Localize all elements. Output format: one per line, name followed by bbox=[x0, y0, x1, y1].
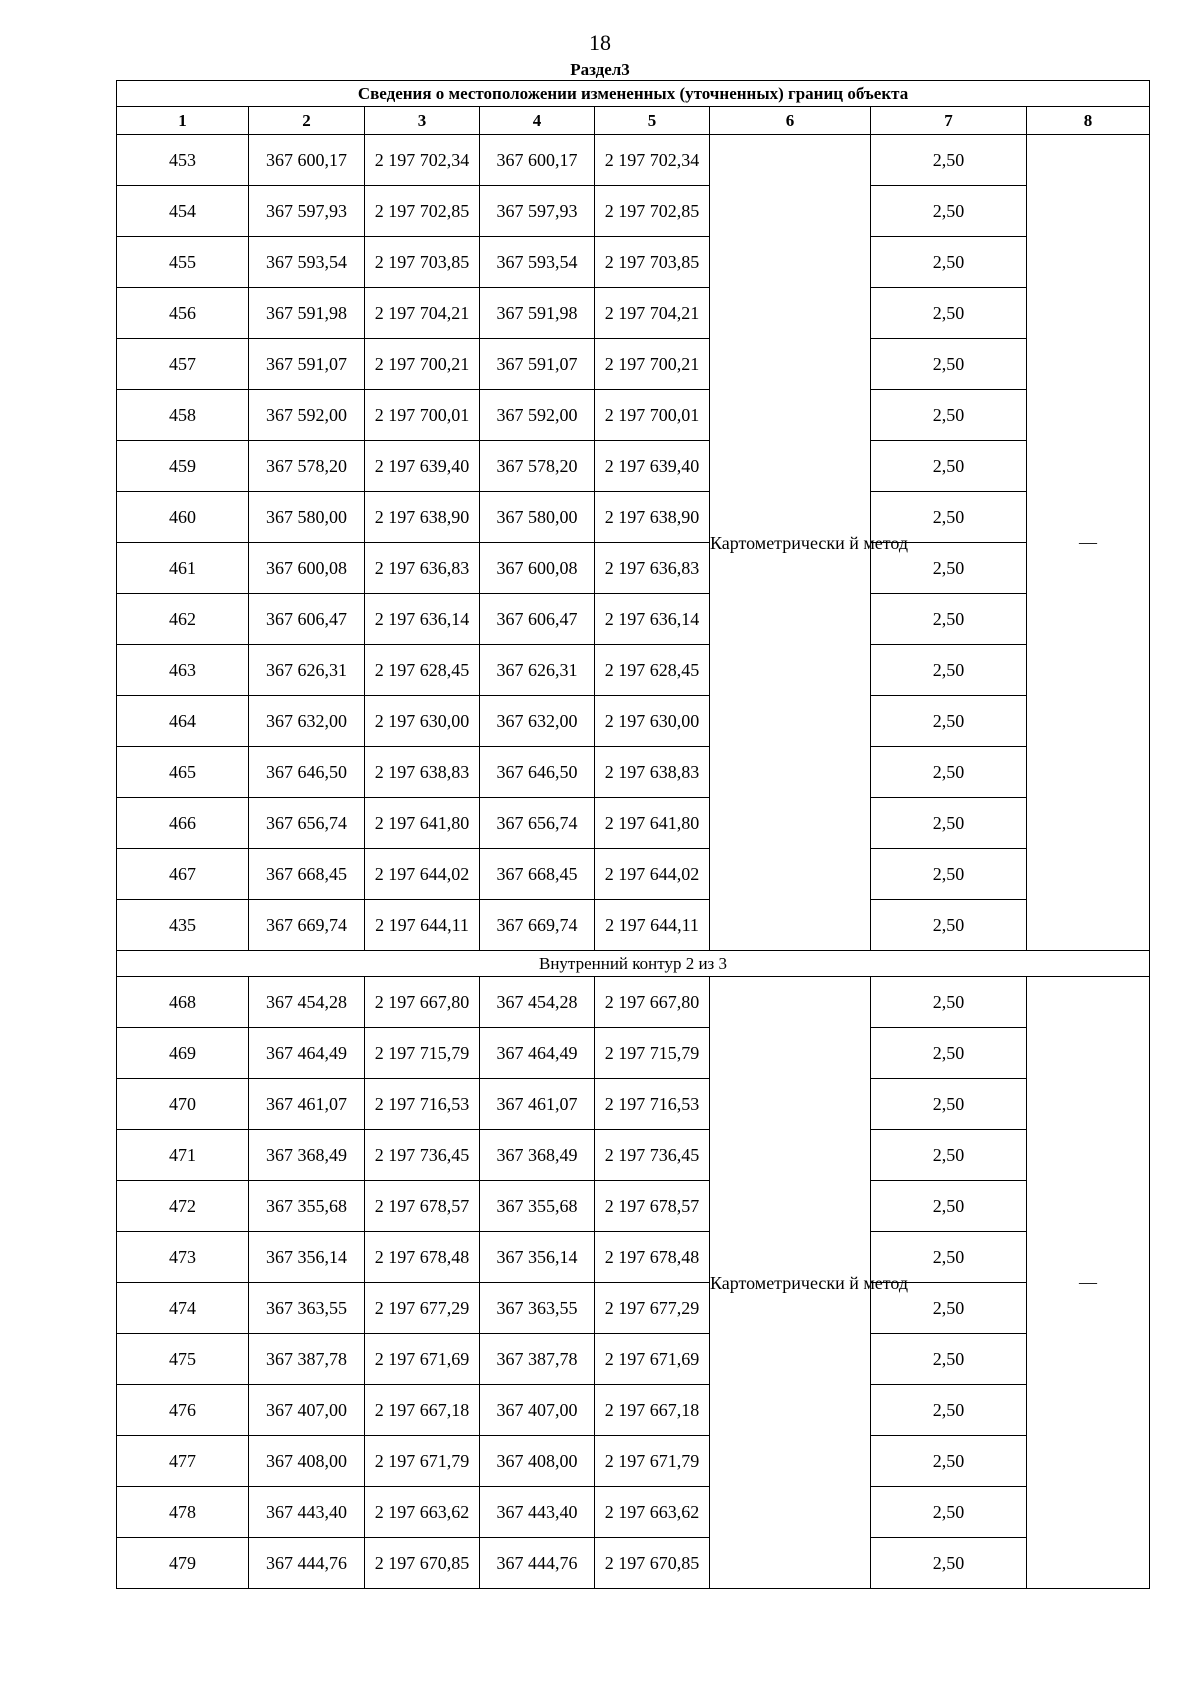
point-number-cell: 470 bbox=[117, 1079, 249, 1130]
column-number: 2 bbox=[249, 107, 365, 135]
table-row bbox=[117, 1079, 1150, 1130]
x-coordinate-cell: 367 408,00 bbox=[249, 1436, 365, 1487]
y-coordinate-cell: 2 197 671,69 bbox=[595, 1334, 710, 1385]
contour-label: Внутренний контур 2 из 3 bbox=[117, 951, 1150, 977]
x-coordinate-cell: 367 387,78 bbox=[249, 1334, 365, 1385]
y-coordinate-cell: 2 197 716,53 bbox=[365, 1079, 480, 1130]
point-number-cell: 475 bbox=[117, 1334, 249, 1385]
table-row bbox=[117, 441, 1150, 492]
table-row bbox=[117, 1130, 1150, 1181]
y-coordinate-cell: 2 197 638,83 bbox=[595, 747, 710, 798]
accuracy-cell: 2,50 bbox=[871, 135, 1027, 186]
point-number-cell: 476 bbox=[117, 1385, 249, 1436]
x-coordinate-cell: 367 461,07 bbox=[249, 1079, 365, 1130]
table-row bbox=[117, 1283, 1150, 1334]
x-coordinate-cell: 367 646,50 bbox=[480, 747, 595, 798]
x-coordinate-cell: 367 355,68 bbox=[480, 1181, 595, 1232]
table-body bbox=[117, 135, 1150, 1589]
x-coordinate-cell: 367 668,45 bbox=[480, 849, 595, 900]
accuracy-cell: 2,50 bbox=[871, 1538, 1027, 1589]
x-coordinate-cell: 367 444,76 bbox=[249, 1538, 365, 1589]
point-number-cell: 478 bbox=[117, 1487, 249, 1538]
point-number-cell: 473 bbox=[117, 1232, 249, 1283]
x-coordinate-cell: 367 669,74 bbox=[249, 900, 365, 951]
y-coordinate-cell: 2 197 636,83 bbox=[365, 543, 480, 594]
x-coordinate-cell: 367 408,00 bbox=[480, 1436, 595, 1487]
x-coordinate-cell: 367 646,50 bbox=[249, 747, 365, 798]
y-coordinate-cell: 2 197 702,85 bbox=[365, 186, 480, 237]
y-coordinate-cell: 2 197 736,45 bbox=[595, 1130, 710, 1181]
point-number-cell: 477 bbox=[117, 1436, 249, 1487]
point-number-cell: 435 bbox=[117, 900, 249, 951]
y-coordinate-cell: 2 197 703,85 bbox=[595, 237, 710, 288]
y-coordinate-cell: 2 197 667,18 bbox=[365, 1385, 480, 1436]
y-coordinate-cell: 2 197 663,62 bbox=[595, 1487, 710, 1538]
accuracy-cell: 2,50 bbox=[871, 1079, 1027, 1130]
y-coordinate-cell: 2 197 644,02 bbox=[365, 849, 480, 900]
x-coordinate-cell: 367 368,49 bbox=[480, 1130, 595, 1181]
y-coordinate-cell: 2 197 639,40 bbox=[365, 441, 480, 492]
y-coordinate-cell: 2 197 678,57 bbox=[365, 1181, 480, 1232]
table-row bbox=[117, 237, 1150, 288]
column-number: 5 bbox=[595, 107, 710, 135]
y-coordinate-cell: 2 197 628,45 bbox=[595, 645, 710, 696]
x-coordinate-cell: 367 592,00 bbox=[480, 390, 595, 441]
table-row bbox=[117, 339, 1150, 390]
x-coordinate-cell: 367 591,07 bbox=[249, 339, 365, 390]
x-coordinate-cell: 367 368,49 bbox=[249, 1130, 365, 1181]
y-coordinate-cell: 2 197 641,80 bbox=[365, 798, 480, 849]
y-coordinate-cell: 2 197 703,85 bbox=[365, 237, 480, 288]
y-coordinate-cell: 2 197 700,01 bbox=[365, 390, 480, 441]
x-coordinate-cell: 367 606,47 bbox=[249, 594, 365, 645]
table-row bbox=[117, 849, 1150, 900]
accuracy-cell: 2,50 bbox=[871, 1334, 1027, 1385]
x-coordinate-cell: 367 591,07 bbox=[480, 339, 595, 390]
x-coordinate-cell: 367 626,31 bbox=[249, 645, 365, 696]
y-coordinate-cell: 2 197 641,80 bbox=[595, 798, 710, 849]
x-coordinate-cell: 367 626,31 bbox=[480, 645, 595, 696]
x-coordinate-cell: 367 591,98 bbox=[249, 288, 365, 339]
x-coordinate-cell: 367 591,98 bbox=[480, 288, 595, 339]
table-row bbox=[117, 696, 1150, 747]
x-coordinate-cell: 367 356,14 bbox=[249, 1232, 365, 1283]
table-row bbox=[117, 135, 1150, 186]
y-coordinate-cell: 2 197 644,02 bbox=[595, 849, 710, 900]
section-title: Раздел3 bbox=[570, 60, 630, 79]
accuracy-cell: 2,50 bbox=[871, 747, 1027, 798]
column-8-cell: — bbox=[1027, 977, 1150, 1589]
column-number: 1 bbox=[117, 107, 249, 135]
x-coordinate-cell: 367 600,17 bbox=[249, 135, 365, 186]
point-number-cell: 469 bbox=[117, 1028, 249, 1079]
point-number-cell: 466 bbox=[117, 798, 249, 849]
table-row bbox=[117, 645, 1150, 696]
point-number-cell: 457 bbox=[117, 339, 249, 390]
y-coordinate-cell: 2 197 638,90 bbox=[365, 492, 480, 543]
column-number: 4 bbox=[480, 107, 595, 135]
table-row bbox=[117, 543, 1150, 594]
table-row bbox=[117, 186, 1150, 237]
point-number-cell: 467 bbox=[117, 849, 249, 900]
column-number-row bbox=[117, 107, 1150, 135]
x-coordinate-cell: 367 443,40 bbox=[249, 1487, 365, 1538]
y-coordinate-cell: 2 197 700,21 bbox=[365, 339, 480, 390]
x-coordinate-cell: 367 461,07 bbox=[480, 1079, 595, 1130]
accuracy-cell: 2,50 bbox=[871, 696, 1027, 747]
column-number: 7 bbox=[871, 107, 1027, 135]
x-coordinate-cell: 367 632,00 bbox=[480, 696, 595, 747]
y-coordinate-cell: 2 197 667,80 bbox=[365, 977, 480, 1028]
x-coordinate-cell: 367 464,49 bbox=[480, 1028, 595, 1079]
accuracy-cell: 2,50 bbox=[871, 798, 1027, 849]
x-coordinate-cell: 367 355,68 bbox=[249, 1181, 365, 1232]
x-coordinate-cell: 367 454,28 bbox=[249, 977, 365, 1028]
y-coordinate-cell: 2 197 638,83 bbox=[365, 747, 480, 798]
accuracy-cell: 2,50 bbox=[871, 977, 1027, 1028]
x-coordinate-cell: 367 593,54 bbox=[480, 237, 595, 288]
y-coordinate-cell: 2 197 704,21 bbox=[365, 288, 480, 339]
y-coordinate-cell: 2 197 671,79 bbox=[595, 1436, 710, 1487]
contour-label-row bbox=[117, 951, 1150, 977]
accuracy-cell: 2,50 bbox=[871, 645, 1027, 696]
table-row bbox=[117, 1538, 1150, 1589]
table-row bbox=[117, 1181, 1150, 1232]
y-coordinate-cell: 2 197 638,90 bbox=[595, 492, 710, 543]
y-coordinate-cell: 2 197 644,11 bbox=[595, 900, 710, 951]
x-coordinate-cell: 367 632,00 bbox=[249, 696, 365, 747]
accuracy-cell: 2,50 bbox=[871, 594, 1027, 645]
table-row bbox=[117, 288, 1150, 339]
point-number-cell: 454 bbox=[117, 186, 249, 237]
x-coordinate-cell: 367 668,45 bbox=[249, 849, 365, 900]
x-coordinate-cell: 367 363,55 bbox=[480, 1283, 595, 1334]
x-coordinate-cell: 367 656,74 bbox=[249, 798, 365, 849]
table-row bbox=[117, 1028, 1150, 1079]
point-number-cell: 462 bbox=[117, 594, 249, 645]
table-row bbox=[117, 594, 1150, 645]
x-coordinate-cell: 367 387,78 bbox=[480, 1334, 595, 1385]
x-coordinate-cell: 367 600,08 bbox=[480, 543, 595, 594]
accuracy-cell: 2,50 bbox=[871, 390, 1027, 441]
y-coordinate-cell: 2 197 630,00 bbox=[595, 696, 710, 747]
x-coordinate-cell: 367 606,47 bbox=[480, 594, 595, 645]
point-number-cell: 460 bbox=[117, 492, 249, 543]
accuracy-cell: 2,50 bbox=[871, 1232, 1027, 1283]
y-coordinate-cell: 2 197 636,14 bbox=[595, 594, 710, 645]
y-coordinate-cell: 2 197 636,14 bbox=[365, 594, 480, 645]
table-row bbox=[117, 1232, 1150, 1283]
table-row bbox=[117, 747, 1150, 798]
x-coordinate-cell: 367 454,28 bbox=[480, 977, 595, 1028]
y-coordinate-cell: 2 197 639,40 bbox=[595, 441, 710, 492]
accuracy-cell: 2,50 bbox=[871, 849, 1027, 900]
y-coordinate-cell: 2 197 636,83 bbox=[595, 543, 710, 594]
column-8-cell: — bbox=[1027, 135, 1150, 951]
method-cell: Картометрически й метод bbox=[710, 977, 871, 1589]
x-coordinate-cell: 367 597,93 bbox=[480, 186, 595, 237]
x-coordinate-cell: 367 600,08 bbox=[249, 543, 365, 594]
x-coordinate-cell: 367 464,49 bbox=[249, 1028, 365, 1079]
point-number-cell: 455 bbox=[117, 237, 249, 288]
y-coordinate-cell: 2 197 670,85 bbox=[595, 1538, 710, 1589]
point-number-cell: 458 bbox=[117, 390, 249, 441]
accuracy-cell: 2,50 bbox=[871, 1385, 1027, 1436]
y-coordinate-cell: 2 197 667,80 bbox=[595, 977, 710, 1028]
y-coordinate-cell: 2 197 702,85 bbox=[595, 186, 710, 237]
x-coordinate-cell: 367 597,93 bbox=[249, 186, 365, 237]
y-coordinate-cell: 2 197 630,00 bbox=[365, 696, 480, 747]
accuracy-cell: 2,50 bbox=[871, 1487, 1027, 1538]
y-coordinate-cell: 2 197 663,62 bbox=[365, 1487, 480, 1538]
y-coordinate-cell: 2 197 628,45 bbox=[365, 645, 480, 696]
x-coordinate-cell: 367 578,20 bbox=[480, 441, 595, 492]
page-number: 18 bbox=[589, 30, 611, 55]
point-number-cell: 479 bbox=[117, 1538, 249, 1589]
table-row bbox=[117, 1385, 1150, 1436]
x-coordinate-cell: 367 443,40 bbox=[480, 1487, 595, 1538]
accuracy-cell: 2,50 bbox=[871, 1436, 1027, 1487]
table-row bbox=[117, 900, 1150, 951]
point-number-cell: 461 bbox=[117, 543, 249, 594]
coordinates-table bbox=[116, 80, 1150, 1589]
accuracy-cell: 2,50 bbox=[871, 339, 1027, 390]
accuracy-cell: 2,50 bbox=[871, 1028, 1027, 1079]
y-coordinate-cell: 2 197 677,29 bbox=[365, 1283, 480, 1334]
x-coordinate-cell: 367 593,54 bbox=[249, 237, 365, 288]
point-number-cell: 472 bbox=[117, 1181, 249, 1232]
y-coordinate-cell: 2 197 678,48 bbox=[365, 1232, 480, 1283]
y-coordinate-cell: 2 197 700,21 bbox=[595, 339, 710, 390]
point-number-cell: 474 bbox=[117, 1283, 249, 1334]
y-coordinate-cell: 2 197 702,34 bbox=[595, 135, 710, 186]
table-row bbox=[117, 798, 1150, 849]
x-coordinate-cell: 367 407,00 bbox=[249, 1385, 365, 1436]
y-coordinate-cell: 2 197 715,79 bbox=[595, 1028, 710, 1079]
x-coordinate-cell: 367 356,14 bbox=[480, 1232, 595, 1283]
y-coordinate-cell: 2 197 678,57 bbox=[595, 1181, 710, 1232]
table-row bbox=[117, 1487, 1150, 1538]
point-number-cell: 456 bbox=[117, 288, 249, 339]
y-coordinate-cell: 2 197 704,21 bbox=[595, 288, 710, 339]
accuracy-cell: 2,50 bbox=[871, 441, 1027, 492]
accuracy-cell: 2,50 bbox=[871, 1283, 1027, 1334]
table-row bbox=[117, 1334, 1150, 1385]
accuracy-cell: 2,50 bbox=[871, 492, 1027, 543]
accuracy-cell: 2,50 bbox=[871, 288, 1027, 339]
table-row bbox=[117, 977, 1150, 1028]
point-number-cell: 463 bbox=[117, 645, 249, 696]
x-coordinate-cell: 367 656,74 bbox=[480, 798, 595, 849]
accuracy-cell: 2,50 bbox=[871, 1130, 1027, 1181]
y-coordinate-cell: 2 197 715,79 bbox=[365, 1028, 480, 1079]
y-coordinate-cell: 2 197 736,45 bbox=[365, 1130, 480, 1181]
column-number: 3 bbox=[365, 107, 480, 135]
accuracy-cell: 2,50 bbox=[871, 543, 1027, 594]
x-coordinate-cell: 367 578,20 bbox=[249, 441, 365, 492]
column-number: 6 bbox=[710, 107, 871, 135]
x-coordinate-cell: 367 363,55 bbox=[249, 1283, 365, 1334]
y-coordinate-cell: 2 197 700,01 bbox=[595, 390, 710, 441]
accuracy-cell: 2,50 bbox=[871, 900, 1027, 951]
x-coordinate-cell: 367 444,76 bbox=[480, 1538, 595, 1589]
accuracy-cell: 2,50 bbox=[871, 186, 1027, 237]
y-coordinate-cell: 2 197 702,34 bbox=[365, 135, 480, 186]
y-coordinate-cell: 2 197 677,29 bbox=[595, 1283, 710, 1334]
point-number-cell: 465 bbox=[117, 747, 249, 798]
method-cell: Картометрически й метод bbox=[710, 135, 871, 951]
y-coordinate-cell: 2 197 671,69 bbox=[365, 1334, 480, 1385]
x-coordinate-cell: 367 580,00 bbox=[249, 492, 365, 543]
point-number-cell: 453 bbox=[117, 135, 249, 186]
column-number: 8 bbox=[1027, 107, 1150, 135]
x-coordinate-cell: 367 600,17 bbox=[480, 135, 595, 186]
point-number-cell: 471 bbox=[117, 1130, 249, 1181]
table-row bbox=[117, 390, 1150, 441]
point-number-cell: 464 bbox=[117, 696, 249, 747]
y-coordinate-cell: 2 197 716,53 bbox=[595, 1079, 710, 1130]
y-coordinate-cell: 2 197 644,11 bbox=[365, 900, 480, 951]
accuracy-cell: 2,50 bbox=[871, 1181, 1027, 1232]
point-number-cell: 468 bbox=[117, 977, 249, 1028]
x-coordinate-cell: 367 580,00 bbox=[480, 492, 595, 543]
table-row bbox=[117, 492, 1150, 543]
x-coordinate-cell: 367 592,00 bbox=[249, 390, 365, 441]
x-coordinate-cell: 367 407,00 bbox=[480, 1385, 595, 1436]
x-coordinate-cell: 367 669,74 bbox=[480, 900, 595, 951]
y-coordinate-cell: 2 197 678,48 bbox=[595, 1232, 710, 1283]
y-coordinate-cell: 2 197 667,18 bbox=[595, 1385, 710, 1436]
accuracy-cell: 2,50 bbox=[871, 237, 1027, 288]
y-coordinate-cell: 2 197 670,85 bbox=[365, 1538, 480, 1589]
table-caption: Сведения о местоположении измененных (уточненных) границ объекта bbox=[117, 81, 1150, 107]
point-number-cell: 459 bbox=[117, 441, 249, 492]
y-coordinate-cell: 2 197 671,79 bbox=[365, 1436, 480, 1487]
table-row bbox=[117, 1436, 1150, 1487]
